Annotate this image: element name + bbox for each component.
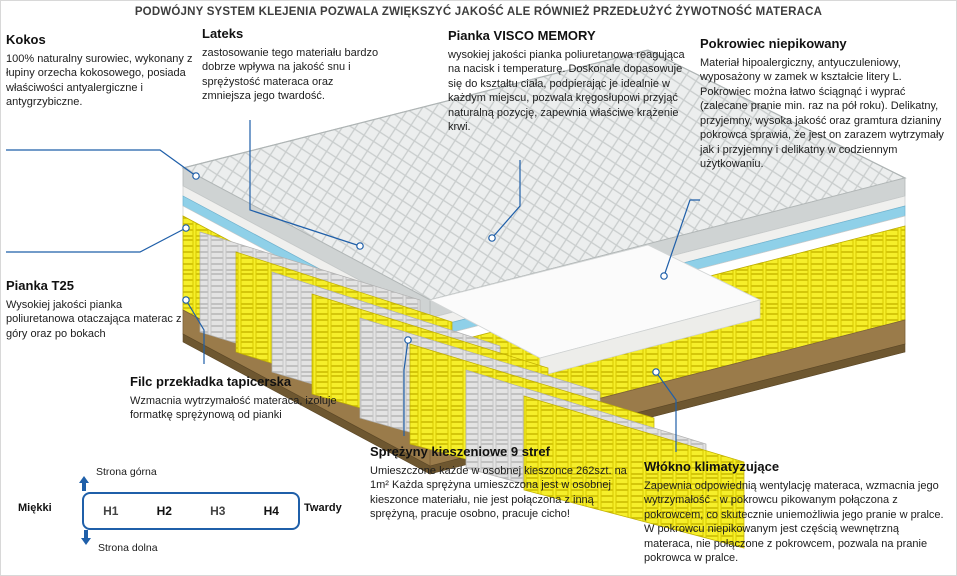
callout-filc (130, 374, 376, 423)
callout-wlokno (644, 459, 950, 566)
callout-wlokno-body: Zapewnia odpowiednią wentylację materaca, wzmacnia jego wytrzymałość - w pokrowcu pikowanym połączona z pokrowcem, co skutecznie uniemożliwia jego pranie w pralce. W pokrowcu niepikowanym jest częścią wewnętrzną materaca, nie połączone z pokrowcem, pozwala na pranie pokrowca w pralce. (644, 479, 944, 565)
callout-visco-title: Pianka VISCO MEMORY (448, 28, 596, 43)
hardness-track[interactable] (82, 492, 300, 530)
arrow-down-icon (80, 528, 92, 546)
callout-pokrowiec-body: Materiał hipoalergiczny, antyuczuleniowy, wyposażony w zamek w kształcie litery L. Pokrowiec można łatwo ściągnąć i wyprać (zalecane pranie min. raz na pół roku). Delikatny, przyjemny, wysoka jakość oraz gramtura dzianiny pokrowca sprawia, że jest on zarazem wytrzymały jak i przyjemny i delikatny w codziennym użytkowaniu. (700, 56, 944, 171)
hardness-step-h3[interactable]: H3 (210, 504, 226, 518)
scale-top-label: Strona górna (96, 466, 157, 478)
callout-lateks-title: Lateks (202, 26, 244, 41)
scale-soft-label: Miękki (18, 502, 52, 514)
callout-lateks (202, 26, 382, 104)
callout-filc-body: Wzmacnia wytrzymałość materaca, izoluje formatkę sprężynową od pianki (130, 394, 337, 422)
top-banner: PODWÓJNY SYSTEM KLEJENIA POZWALA ZWIĘKSZYĆ JAKOŚĆ ALE RÓWNIEŻ PRZEDŁUŻYĆ ŻYWOTNOŚĆ MATERACA (134, 6, 823, 18)
hardness-step-h2[interactable]: H2 (156, 504, 172, 518)
callout-wlokno-title: Włókno klimatyzujące (644, 459, 780, 474)
callout-kokos-title: Kokos (6, 32, 46, 47)
callout-sprezyny-title: Sprężyny kieszeniowe 9 stref (370, 444, 550, 459)
callout-kokos-body: 100% naturalny surowiec, wykonany z łupiny orzecha kokosowego, posiada właściwości antyalergiczne i antygrzybiczne. (6, 52, 193, 109)
callout-lateks-body: zastosowanie tego materiału bardzo dobrze wpływa na jakość snu i sprężystość materaca oraz zmniejsza jego twardość. (202, 46, 379, 103)
callout-visco-body: wysokiej jakości pianka poliuretanowa reagująca na nacisk i temperaturę. Doskonale dopasowuje się do kształtu ciała, podpierając je idealnie w każdym miejscu, pozwala kręgosłupowi przyjąć naturalną pozycję, zapewnia właściwe krążenie krwi. (448, 48, 685, 134)
hardness-step-h4[interactable]: H4 (263, 504, 279, 518)
hardness-step-h1[interactable]: H1 (103, 504, 119, 518)
scale-hard-label: Twardy (304, 502, 342, 514)
callout-kokos (6, 32, 196, 110)
hardness-scale (18, 466, 358, 560)
callout-pianka-t25 (6, 278, 186, 341)
callout-visco-memory (448, 28, 693, 135)
callout-pianka-t25-title: Pianka T25 (6, 278, 74, 293)
callout-filc-title: Filc przekładka tapicerska (130, 374, 292, 389)
scale-bottom-label: Strona dolna (98, 542, 158, 554)
callout-pianka-t25-body: Wysokiej jakości pianka poliuretanowa otaczająca materac z góry oraz po bokach (6, 298, 182, 340)
callout-pokrowiec (700, 36, 952, 172)
callout-pokrowiec-title: Pokrowiec niepikowany (700, 36, 847, 51)
arrow-up-icon (78, 474, 90, 492)
callout-sprezyny-body: Umieszczone każde w osobnej kieszonce 262szt. na 1m² Każda sprężyna umieszczona jest w osobnej kieszonce materiału, nie jest połączona z inną sprężyną, pracuje osobno, pracuje cicho! (370, 464, 627, 521)
callout-sprezyny (370, 444, 632, 522)
